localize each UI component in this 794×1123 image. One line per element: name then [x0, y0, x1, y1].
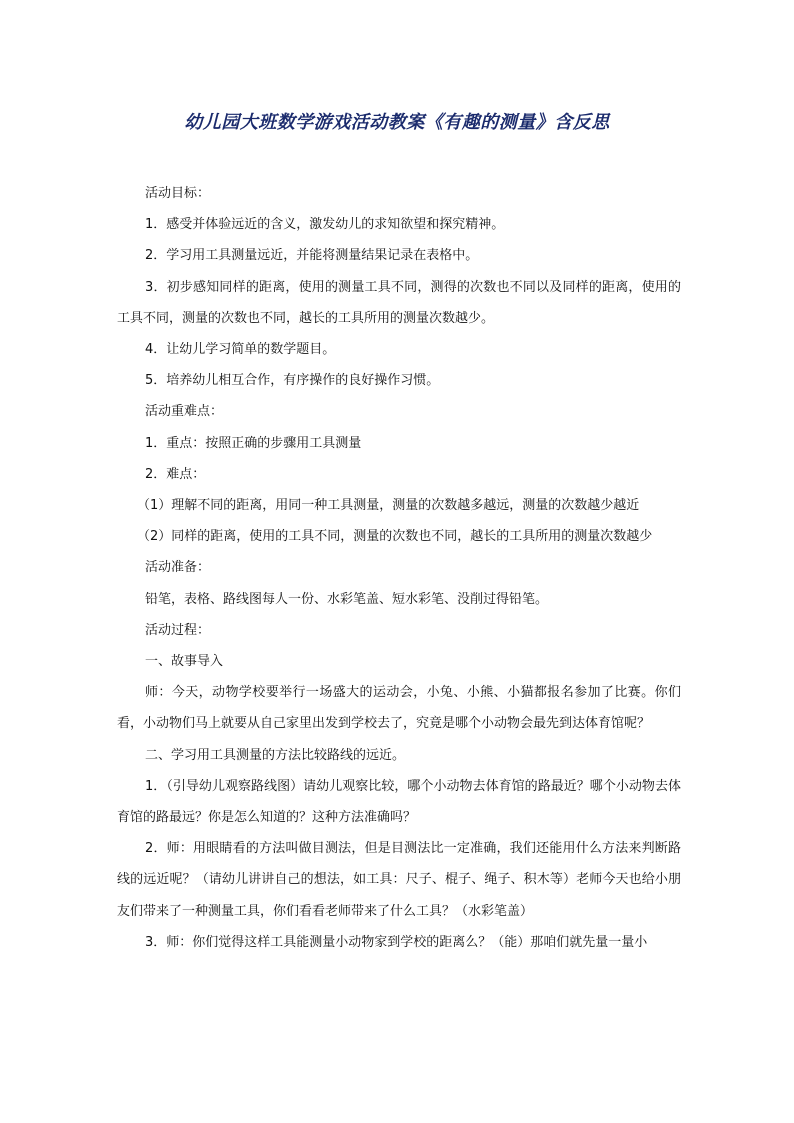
section-heading-goals: 活动目标：: [145, 186, 211, 201]
goal-item: 1．感受并体验远近的含义，激发幼儿的求知欲望和探究精神。: [145, 217, 505, 233]
difficulty-item: （2）同样的距离，使用的工具不同，测量的次数也不同，越长的工具所用的测量次数越少: [137, 529, 653, 545]
process-paragraph: 2．师：用眼睛看的方法叫做目测法，但是目测法比一定准确，我们还能用什么方法来判断路线的远近呢？（请幼儿讲讲自己的想法，如工具：尺子、棍子、绳子、积木等）老师今天也给小朋友们带来了一种测量工具，你们看看老师带来了什么工具？（水彩笔盖）: [117, 841, 681, 919]
section-heading-process: 活动过程：: [145, 622, 211, 638]
process-step-heading: 二、学习用工具测量的方法比较路线的远近。: [145, 747, 406, 763]
section-heading-key-points: 活动重难点：: [145, 404, 224, 420]
process-paragraph: 3．师：你们觉得这样工具能测量小动物家到学校的距离么？（能）那咱们就先量一量小: [145, 934, 648, 950]
difficulty-item: （1）理解不同的距离，用同一种工具测量，测量的次数越多越远，测量的次数越少越近: [137, 498, 640, 514]
document-body: [117, 178, 681, 958]
goal-item: 5．培养幼儿相互合作，有序操作的良好操作习惯。: [145, 373, 440, 389]
process-step-heading: 一、故事导入: [145, 654, 224, 670]
goal-item: 2．学习用工具测量远近，并能将测量结果记录在表格中。: [145, 248, 479, 264]
document-title: 幼儿园大班数学游戏活动教案《有趣的测量》含反思: [184, 112, 610, 133]
process-paragraph: 师：今天，动物学校要举行一场盛大的运动会，小兔、小熊、小猫都报名参加了比赛。你们看，小动物们马上就要从自己家里出发到学校去了，究竟是哪个小动物会最先到达体育馆呢？: [117, 685, 681, 732]
key-point-item: 1．重点：按照正确的步骤用工具测量: [145, 435, 362, 451]
goal-item: 4．让幼儿学习简单的数学题目。: [145, 342, 336, 358]
key-point-item: 2．难点：: [145, 466, 206, 482]
section-heading-preparation: 活动准备：: [145, 560, 211, 576]
preparation-text: 铅笔，表格、路线图每人一份、水彩笔盖、短水彩笔、没削过得铅笔。: [145, 591, 549, 607]
goal-item: 3．初步感知同样的距离，使用的测量工具不同，测得的次数也不同以及同样的距离，使用的工具不同，测量的次数也不同，越长的工具所用的测量次数越少。: [117, 279, 681, 326]
process-paragraph: 1．（引导幼儿观察路线图）请幼儿观察比较，哪个小动物去体育馆的路最近？哪个小动物去体育馆的路最远？你是怎么知道的？这种方法准确吗？: [117, 778, 681, 826]
